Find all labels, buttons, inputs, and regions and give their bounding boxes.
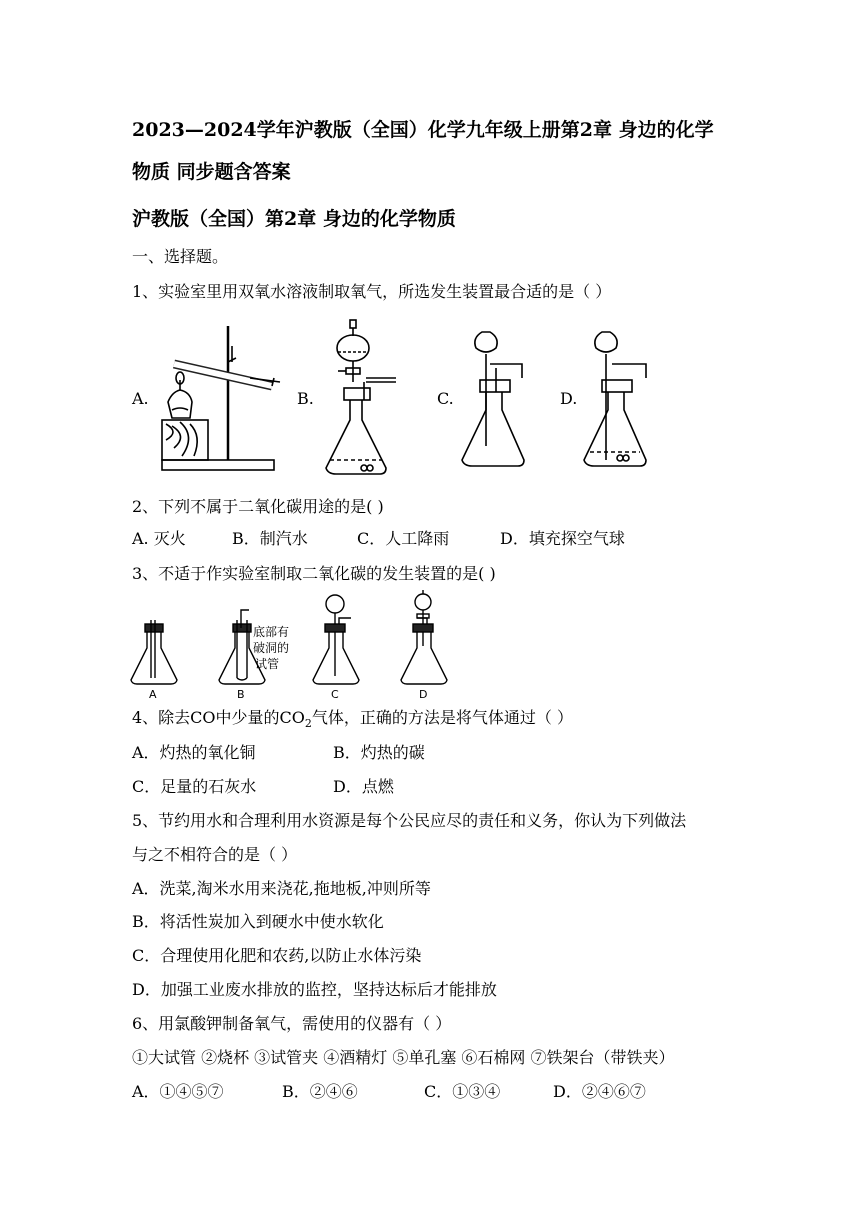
question-2-stem: 2、下列不属于二氧化碳用途的是( ) [132, 497, 384, 516]
q2-option-b: B．制汽水 [232, 529, 308, 548]
q1-option-d-label: D. [560, 389, 578, 408]
q6-option-a: A．①④⑤⑦ [132, 1082, 224, 1101]
question-6-stem: 6、用氯酸钾制备氧气，需使用的仪器有（ ） [132, 1014, 452, 1033]
q6-instrument-list: ①大试管 ②烧杯 ③试管夹 ④酒精灯 ⑤单孔塞 ⑥石棉网 ⑦铁架台（带铁夹） [132, 1048, 675, 1067]
q1-apparatus-a [162, 326, 280, 470]
q3-apparatus-a [131, 620, 177, 684]
q1-option-b-label: B. [297, 389, 314, 408]
q1-apparatus-figure [150, 318, 670, 480]
q6-option-d: D．②④⑥⑦ [553, 1082, 646, 1101]
q3-note-line-1: 底部有 [253, 625, 290, 639]
question-1-stem: 1、实验室里用双氧水溶液制取氧气，所选发生装置最合适的是（ ） [132, 282, 612, 301]
q5-option-a: A．洗菜,淘米水用来浇花,拖地板,冲则所等 [132, 879, 431, 898]
question-4-stem [132, 708, 573, 734]
q2-option-d: D．填充探空气球 [500, 529, 625, 548]
q4-stem-post: 气体，正确的方法是将气体通过（ ） [311, 708, 573, 727]
q6-option-b: B．②④⑥ [282, 1082, 358, 1101]
q4-option-d: D．点燃 [333, 777, 394, 796]
section-heading: 一、选择题。 [132, 247, 229, 266]
q4-option-a: A．灼热的氧化铜 [132, 743, 256, 762]
q4-option-c: C．足量的石灰水 [132, 777, 257, 796]
question-3-stem: 3、不适于作实验室制取二氧化碳的发生装置的是( ) [132, 564, 496, 583]
q3-apparatus-figure [125, 590, 465, 702]
q1-apparatus-d [584, 332, 646, 466]
q1-option-c-label: C. [437, 389, 454, 408]
question-5-stem-line-2: 与之不相符合的是（ ） [132, 845, 298, 864]
q3-note-line-2: 破洞的 [253, 641, 290, 655]
question-5-stem-line-1: 5、节约用水和合理利用水资源是每个公民应尽的责任和义务，你认为下列做法 [132, 811, 687, 830]
q2-option-c: C．人工降雨 [357, 529, 450, 548]
q5-option-c: C．合理使用化肥和农药,以防止水体污染 [132, 946, 422, 965]
q6-option-c: C．①③④ [424, 1082, 501, 1101]
q3-fig-label-c: C [331, 688, 339, 701]
q5-option-d: D．加强工业废水排放的监控，坚持达标后才能排放 [132, 980, 497, 999]
document-title-line-2: 物质 同步题含答案 [132, 161, 291, 183]
q1-apparatus-b [326, 320, 396, 474]
chapter-heading: 沪教版（全国）第2章 身边的化学物质 [132, 208, 456, 230]
q3-note-line-3: 试管 [255, 657, 280, 671]
q3-fig-label-a: A [149, 688, 157, 701]
q3-fig-label-b: B [237, 688, 245, 701]
q3-apparatus-c [313, 595, 359, 684]
q5-option-b: B．将活性炭加入到硬水中使水软化 [132, 912, 384, 931]
q2-option-a: A. 灭火 [132, 529, 186, 548]
q3-apparatus-d [401, 590, 447, 684]
q4-stem-pre: 4、除去CO中少量的CO [132, 708, 305, 727]
q4-stem-subscript: 2 [304, 717, 312, 731]
q4-option-b: B．灼热的碳 [333, 743, 425, 762]
q3-fig-label-d: D [419, 688, 428, 701]
q1-apparatus-c [462, 332, 524, 466]
document-title-line-1: 2023—2024学年沪教版（全国）化学九年级上册第2章 身边的化学 [132, 119, 714, 141]
q1-option-a-label: A. [132, 389, 149, 408]
